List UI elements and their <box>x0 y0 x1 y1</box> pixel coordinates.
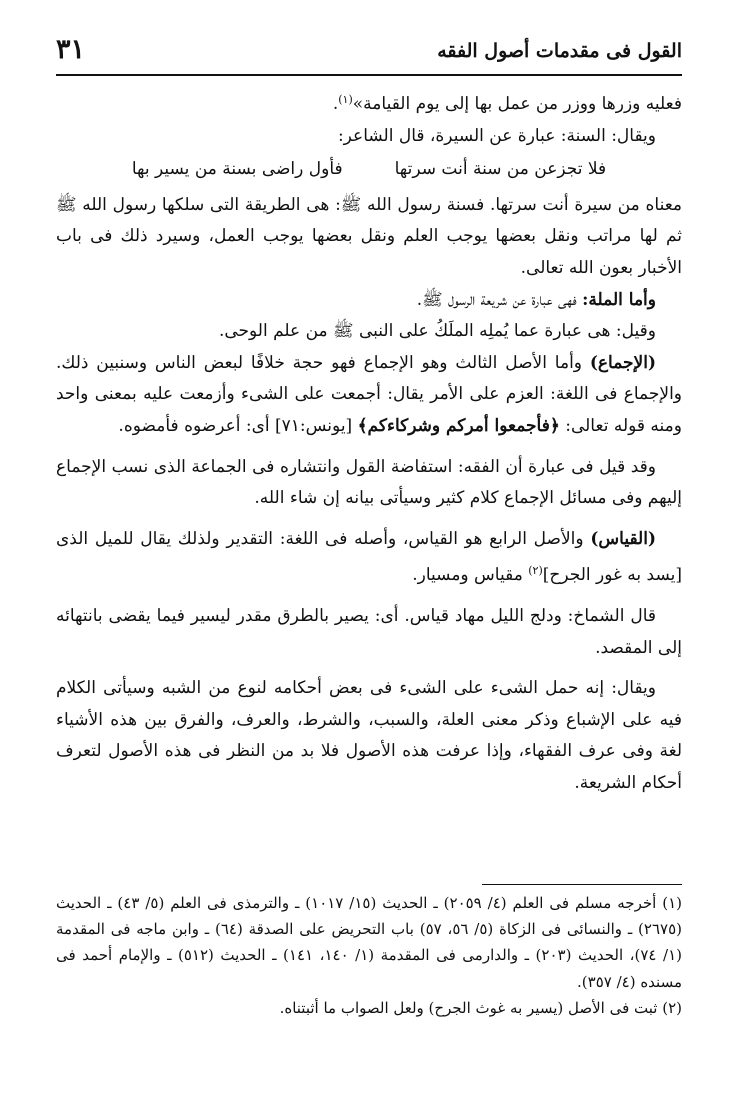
footnote-ref-1[interactable]: (١) <box>338 93 353 106</box>
footnote-ref-2[interactable]: (٢) <box>528 564 543 578</box>
paragraph-sunnah-definition: ويقال: السنة: عبارة عن السيرة، قال الشاعر: <box>337 125 656 146</box>
paragraph-qiyas <box>56 524 682 592</box>
footnote-divider <box>482 884 682 885</box>
section-heading-qiyas: (القياس) <box>590 528 656 549</box>
section-term-millah: وأما الملة: <box>582 289 656 310</box>
page-number: ٣١ <box>56 34 86 65</box>
footnote-1: (١) أخرجه مسلم فى العلم (٤/ ٢٠٥٩) ـ الحديث (١٥/ ١٠١٧) ـ والترمذى فى العلم (٥/ ٤٣) ـ الحديث (٢٦٧٥) ـ والنسائى فى الزكاة (٥/ ٥٦، ٥٧) باب التحريض على الصدقة (٦٤) ـ وابن ماجه فى المقدمة (١/ ٧٤)، الحديث (٢٠٣) ـ والدارمى فى المقدمة (١/ ١٤٠، ١٤١) ـ الحديث (٥١٢) ـ والإمام أحمد فى مسنده (٤/ ٣٥٧). <box>56 894 682 991</box>
paragraph-ijma-definition: وقد قيل فى عبارة أن الفقه: استفاضة القول وانتشاره فى الجماعة الذى نسب الإجماع إليهم وفى مسائل الإجماع كلام كثير وسيأتى بيانه إن شاء الله. <box>56 456 682 509</box>
footnote-2: (٢) ثبت فى الأصل (يسير به غوث الجرح) ولعل الصواب ما أثبتناه. <box>279 998 682 1017</box>
verse-second-hemistich: فأول راضى بسنة من يسير بها <box>131 159 343 180</box>
punctuation: . <box>332 94 339 114</box>
paragraph-text: وأما الأصل الثالث وهو الإجماع فهو حجة خلافًا لبعض الناس وسنبين ذلك. والإجماع فى اللغة: العزم على الأمر يقال: أجمعت على الشىء وأزمعت عليه بمعنى واحد ومنه قوله تعالى: <box>56 352 682 436</box>
poem-verse <box>56 152 682 190</box>
paragraph-millah-alt: وقيل: هى عبارة عما يُملِه الملَكُ على النبى ﷺ من علم الوحى. <box>218 321 656 342</box>
paragraph-millah <box>56 285 682 317</box>
section-heading-ijma: (الإجماع) <box>589 352 657 373</box>
running-title: القول فى مقدمات أصول الفقه <box>437 40 682 62</box>
paragraph-qiyas-definition: ويقال: إنه حمل الشىء على الشىء فى بعض أحكامه لنوع من الشبه وسيأتى الكلام فيه على الإشباع وذكر معنى العلة، والسبب، والشرط، والعرف، والفرق بين هذه الأشياء لغة وفى عرف الفقهاء، وإذا عرفت هذه الأصول فلا بد من النظر فى هذه الأصول لتعرف أحكام الشريعة. <box>56 678 682 793</box>
paragraph-sunnah-meaning: معناه من سيرة أنت سرتها. فسنة رسول الله ﷺ: هى الطريقة التى سلكها رسول الله ﷺ ثم لها مراتب ونقل بعضها يوجب العلم ونقل بعضها يوجب العمل، وسيرد ذلك فى باب الأخبار بعون الله تعالى. <box>56 194 682 278</box>
paragraph-text: مقياس ومسيار. <box>412 565 523 586</box>
paragraph-text: فهى عبارة عن شريعة الرسول ﷺ. <box>416 289 577 310</box>
paragraph-text: والأصل الرابع هو القياس، وأصله فى اللغة: التقدير ولذلك يقال للميل الذى [يسد به غور الجرح] <box>56 528 682 586</box>
verse-first-hemistich: فلا تجزعن من سنة أنت سرتها <box>394 159 607 180</box>
quran-quote: ﴿فأجمعوا أمركم وشركاءكم﴾ <box>357 415 560 436</box>
paragraph-text: فعليه وزرها ووزر من عمل بها إلى يوم القيامة» <box>352 94 682 114</box>
footnotes <box>56 890 682 1021</box>
main-text <box>56 84 682 799</box>
paragraph-hadith-end <box>56 84 682 121</box>
paragraph-ijma <box>56 348 682 443</box>
paragraph-text: [يونس:٧١] أى: أعرضوه فأمضوه. <box>118 415 353 436</box>
page-header <box>56 34 682 76</box>
paragraph-shammakh: قال الشماخ: ودلج الليل مهاد قياس. أى: يصير بالطرق مقدر ليسير فيما يقضى بانتهائه إلى المقصد. <box>56 605 682 658</box>
